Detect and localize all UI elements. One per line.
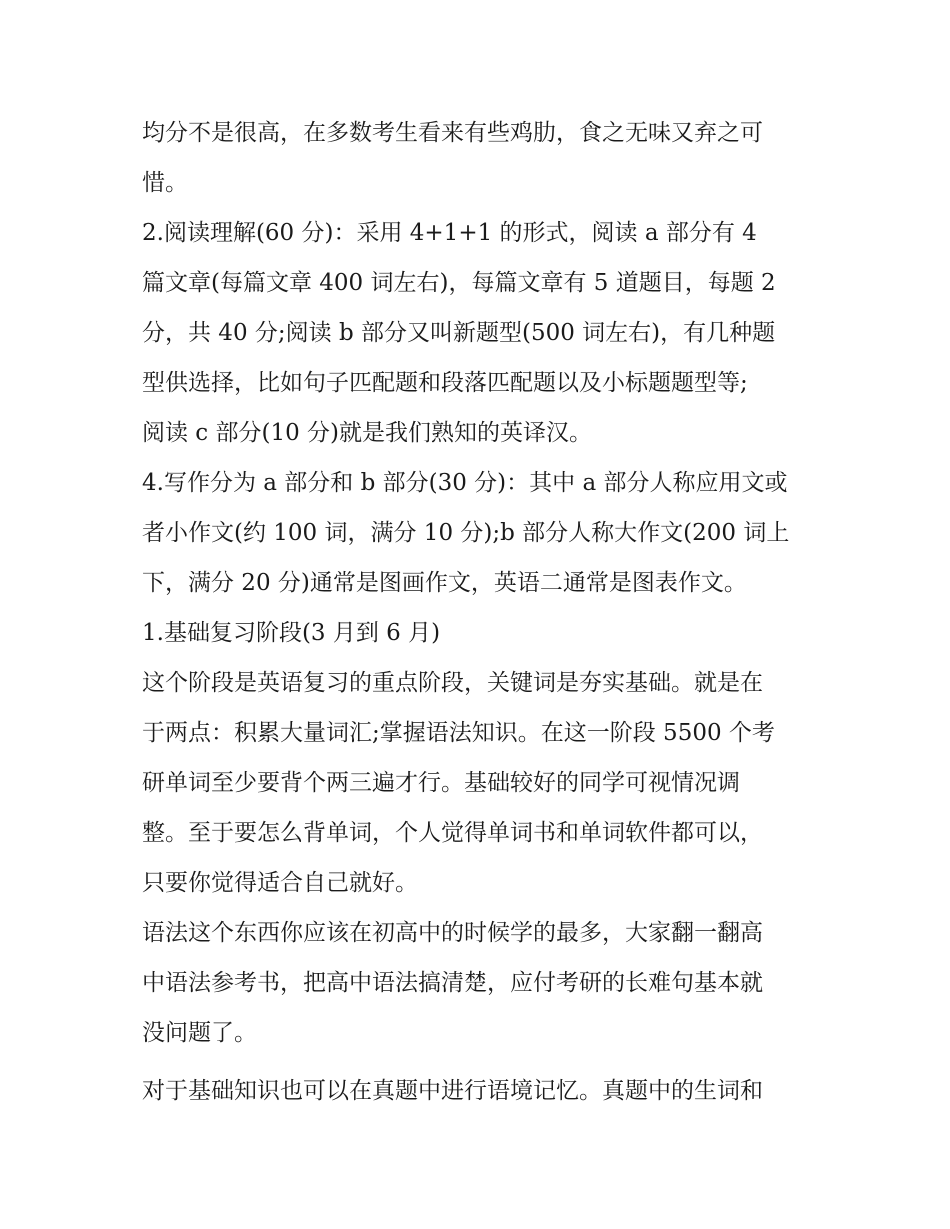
text-line: 均分不是很高，在多数考生看来有些鸡肋，食之无味又弃之可 [142, 120, 763, 146]
text-line: 整。至于要怎么背单词，个人觉得单词书和单词软件都可以， [142, 820, 763, 846]
text-line: 阅读 c 部分(10 分)就是我们熟知的英译汉。 [142, 420, 593, 446]
document-body [142, 108, 822, 1116]
text-line: 4.写作分为 a 部分和 b 部分(30 分)：其中 a 部分人称应用文或 [142, 470, 788, 496]
text-line: 中语法参考书，把高中语法搞清楚，应付考研的长难句基本就 [142, 970, 763, 996]
text-line: 对于基础知识也可以在真题中进行语境记忆。真题中的生词和 [142, 1078, 763, 1104]
text-line: 语法这个东西你应该在初高中的时候学的最多，大家翻一翻高 [142, 920, 763, 946]
text-line: 型供选择，比如句子匹配题和段落匹配题以及小标题题型等; [142, 370, 748, 396]
text-line: 下，满分 20 分)通常是图画作文，英语二通常是图表作文。 [142, 570, 747, 596]
text-line: 研单词至少要背个两三遍才行。基础较好的同学可视情况调 [142, 770, 740, 796]
paragraph-gap [142, 1058, 822, 1066]
text-line: 2.阅读理解(60 分)：采用 4+1+1 的形式，阅读 a 部分有 4 [142, 220, 757, 246]
text-line: 只要你觉得适合自己就好。 [142, 870, 418, 896]
text-line: 惜。 [142, 170, 188, 196]
text-line: 分，共 40 分;阅读 b 部分又叫新题型(500 词左右)，有几种题 [142, 320, 776, 346]
text-line: 于两点：积累大量词汇;掌握语法知识。在这一阶段 5500 个考 [142, 720, 775, 746]
text-line: 者小作文(约 100 词，满分 10 分);b 部分人称大作文(200 词上 [142, 520, 790, 546]
text-line: 没问题了。 [142, 1020, 257, 1046]
text-line: 篇文章(每篇文章 400 词左右)，每篇文章有 5 道题目，每题 2 [142, 270, 776, 296]
text-line: 这个阶段是英语复习的重点阶段，关键词是夯实基础。就是在 [142, 670, 763, 696]
section-heading: 1.基础复习阶段(3 月到 6 月) [142, 620, 441, 646]
